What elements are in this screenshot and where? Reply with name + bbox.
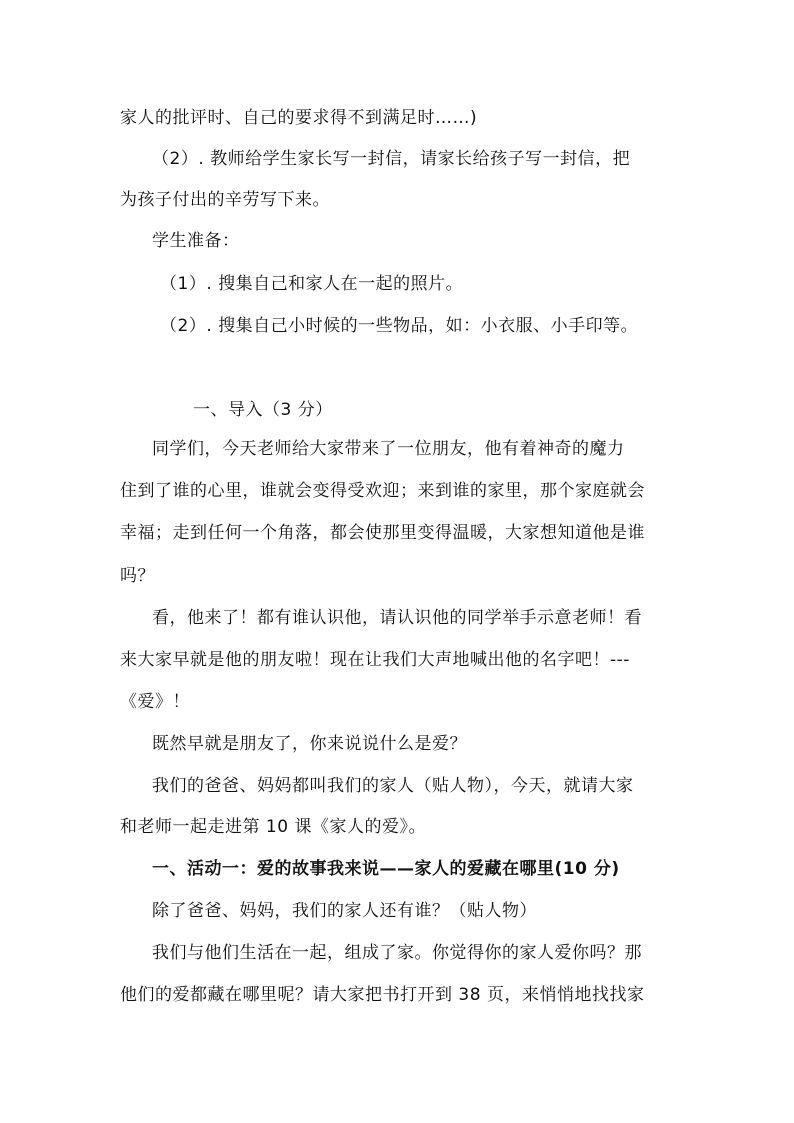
- text-line-9: 住到了谁的心里，谁就会变得受欢迎；来到谁的家里，那个家庭就会: [120, 481, 645, 501]
- text-line-4: 学生准备：: [152, 231, 240, 251]
- text-line-20: 我们与他们生活在一起，组成了家。你觉得你的家人爱你吗？那: [152, 943, 642, 963]
- text-line-13: 来大家早就是他的朋友啦！现在让我们大声地喊出他的名字吧！---: [120, 650, 630, 670]
- section-heading-intro: 一、导入（3 分）: [193, 400, 333, 420]
- text-line-12: 看，他来了！都有谁认识他，请认识他的同学举手示意老师！看: [152, 608, 642, 628]
- text-line-17: 和老师一起走进第 10 课《家人的爱》。: [120, 817, 426, 837]
- text-line-21: 他们的爱都藏在哪里呢？请大家把书打开到 38 页，来悄悄地找找家: [120, 985, 645, 1005]
- text-line-11: 吗？: [120, 566, 155, 586]
- section-heading-activity-one: 一、活动一：爱的故事我来说——家人的爱藏在哪里(10 分): [152, 859, 620, 879]
- text-line-16: 我们的爸爸、妈妈都叫我们的家人（贴人物），今天，就请大家: [152, 776, 634, 796]
- text-line-1: 家人的批评时、自己的要求得不到满足时……): [120, 108, 478, 128]
- text-line-14: 《爱》！: [120, 692, 190, 712]
- text-line-3: 为孩子付出的辛劳写下来。: [120, 190, 330, 210]
- text-line-5: （1）. 搜集自己和家人在一起的照片。: [160, 274, 464, 294]
- text-line-10: 幸福；走到任何一个角落，都会使那里变得温暖，大家想知道他是谁: [120, 523, 645, 543]
- text-line-15: 既然早就是朋友了，你来说说什么是爱？: [152, 734, 467, 754]
- text-line-8: 同学们，今天老师给大家带来了一位朋友，他有着神奇的魔力: [152, 439, 625, 459]
- text-line-6: （2）. 搜集自己小时候的一些物品，如：小衣服、小手印等。: [160, 316, 639, 336]
- text-line-19: 除了爸爸、妈妈，我们的家人还有谁？（贴人物）: [152, 901, 537, 921]
- text-line-2: （2）. 教师给学生家长写一封信，请家长给孩子写一封信，把: [152, 149, 631, 169]
